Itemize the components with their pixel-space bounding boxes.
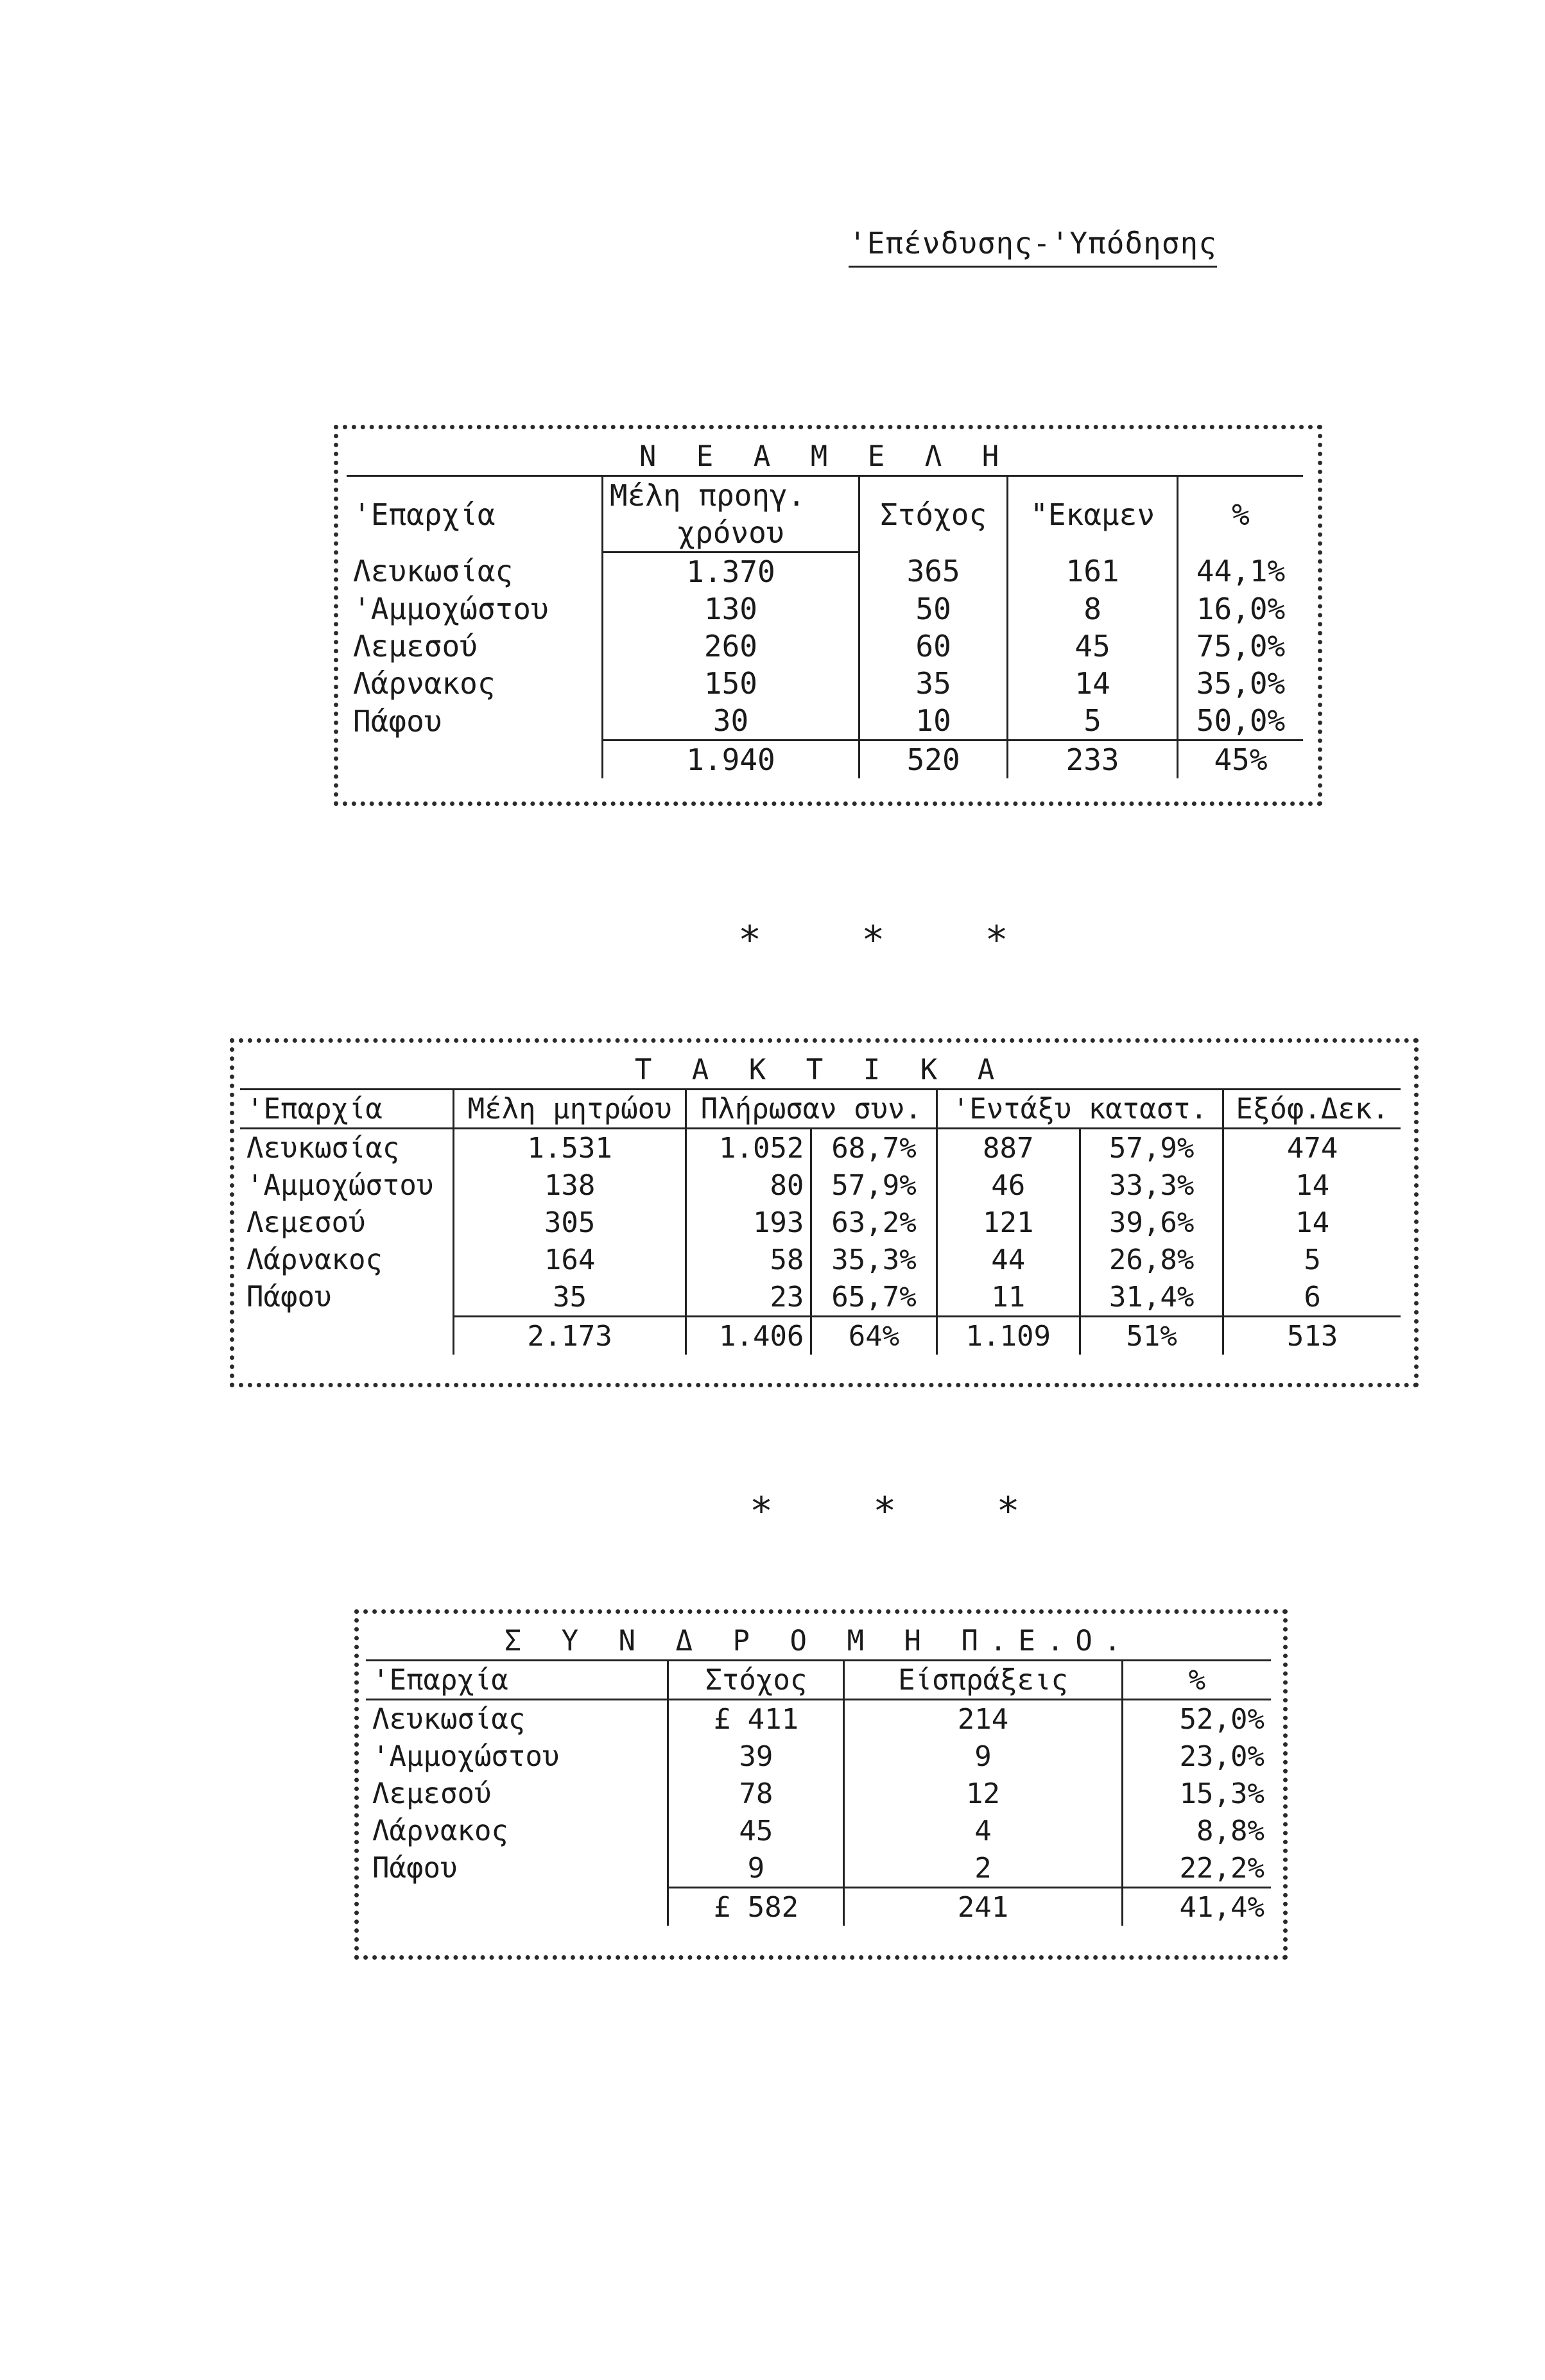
table-cell: 50 xyxy=(859,590,1008,628)
row-label: Λευκωσίας xyxy=(353,554,514,589)
header-cell: Είσπράξεις xyxy=(844,1661,1122,1700)
row-label: Πάφου xyxy=(246,1281,332,1314)
table-cell: 15,3% xyxy=(1122,1775,1271,1812)
totals-row xyxy=(240,1317,1401,1355)
table-row xyxy=(240,1278,1401,1317)
table-cell: 305 xyxy=(454,1204,686,1241)
row-label: 'Αμμοχώστου xyxy=(246,1169,434,1202)
table-row xyxy=(366,1775,1271,1812)
table-cell: 161 xyxy=(1008,552,1178,591)
table-row xyxy=(366,1812,1271,1849)
table-cell: 23 xyxy=(686,1278,811,1317)
row-label: Λεμεσού xyxy=(372,1777,492,1810)
header-cell: "Εκαμεν xyxy=(1008,476,1178,552)
table-cell: 35 xyxy=(859,665,1008,702)
row-label xyxy=(366,1888,668,1926)
table-cell: 45 xyxy=(1008,628,1178,665)
table-row xyxy=(366,1849,1271,1888)
table-cell: 10 xyxy=(859,702,1008,741)
table-cell: 520 xyxy=(859,741,1008,779)
table-cell: 1.940 xyxy=(602,741,859,779)
header-cell: 'Εντάξυ καταστ. xyxy=(936,1090,1223,1129)
table-cell: 138 xyxy=(454,1167,686,1204)
header-cell: Εξόφ.Δεκ. xyxy=(1223,1090,1401,1129)
table-caption: Ν Ε Α Μ Ε Λ Η xyxy=(347,438,1303,476)
table-cell: £ 411 xyxy=(668,1700,844,1738)
table-cell: 68,7% xyxy=(811,1129,936,1167)
table-cell: 14 xyxy=(1223,1167,1401,1204)
table-cell: 9 xyxy=(844,1738,1122,1775)
table-row xyxy=(240,1204,1401,1241)
header-cell: 'Επαρχία xyxy=(240,1090,454,1129)
row-label: 'Αμμοχώστου xyxy=(353,592,549,626)
table-cell: 12 xyxy=(844,1775,1122,1812)
table-cell: 5 xyxy=(1223,1241,1401,1278)
table-cell: 260 xyxy=(602,628,859,665)
table-cell: 130 xyxy=(602,590,859,628)
table-cell: 41,4% xyxy=(1122,1888,1271,1926)
table-cell: 52,0% xyxy=(1122,1700,1271,1738)
row-label: Λάρνακος xyxy=(353,666,496,701)
row-label: Λευκωσίας xyxy=(246,1131,400,1165)
table-cell: 11 xyxy=(936,1278,1080,1317)
table-row xyxy=(366,1700,1271,1738)
table-row xyxy=(240,1241,1401,1278)
row-label: 'Αμμοχώστου xyxy=(372,1740,560,1773)
table-cell: 241 xyxy=(844,1888,1122,1926)
table-row xyxy=(347,628,1303,665)
table-row xyxy=(347,552,1303,591)
table-cell: 14 xyxy=(1008,665,1178,702)
table-cell: 35 xyxy=(454,1278,686,1317)
table-nea-meli xyxy=(347,438,1303,778)
table-cell: 2.173 xyxy=(454,1317,686,1355)
table-cell: 51% xyxy=(1080,1317,1223,1355)
row-label: Λάρνακος xyxy=(246,1243,383,1276)
header-cell: 'Επαρχία xyxy=(353,497,496,532)
table-syndromi xyxy=(366,1622,1271,1926)
table-cell: 44,1% xyxy=(1178,552,1303,591)
table-cell: 39,6% xyxy=(1080,1204,1223,1241)
table-cell: 121 xyxy=(936,1204,1080,1241)
table-cell: 23,0% xyxy=(1122,1738,1271,1775)
table-cell: 887 xyxy=(936,1129,1080,1167)
table-cell: 58 xyxy=(686,1241,811,1278)
row-label xyxy=(347,741,602,779)
table-cell: 57,9% xyxy=(1080,1129,1223,1167)
table-cell: 164 xyxy=(454,1241,686,1278)
table-cell: 513 xyxy=(1223,1317,1401,1355)
table-cell: 75,0% xyxy=(1178,628,1303,665)
row-label: Λεμεσού xyxy=(353,629,478,663)
table-cell: 9 xyxy=(668,1849,844,1888)
table-cell: 22,2% xyxy=(1122,1849,1271,1888)
table-cell: 39 xyxy=(668,1738,844,1775)
table-cell: 150 xyxy=(602,665,859,702)
table-cell: £ 582 xyxy=(668,1888,844,1926)
totals-row xyxy=(366,1888,1271,1926)
table-cell: 35,0% xyxy=(1178,665,1303,702)
table-cell: 5 xyxy=(1008,702,1178,741)
table-cell: 193 xyxy=(686,1204,811,1241)
table-cell: 2 xyxy=(844,1849,1122,1888)
header-cell: Στόχος xyxy=(859,476,1008,552)
table-cell: 233 xyxy=(1008,741,1178,779)
header-cell: % xyxy=(1178,476,1303,552)
table-row xyxy=(366,1738,1271,1775)
table-row xyxy=(240,1167,1401,1204)
header-cell: Πλήρωσαν συν. xyxy=(686,1090,936,1129)
table-cell: 50,0% xyxy=(1178,702,1303,741)
row-label xyxy=(240,1317,454,1355)
table-cell: 63,2% xyxy=(811,1204,936,1241)
header-cell: Στόχος xyxy=(668,1661,844,1700)
table-caption: Σ Υ Ν Δ Ρ Ο Μ Η Π.Ε.Ο. xyxy=(366,1622,1271,1661)
separator-stars: * * * xyxy=(738,918,1047,963)
table-cell: 45 xyxy=(668,1812,844,1849)
row-label: Λευκωσίας xyxy=(372,1702,526,1736)
totals-row xyxy=(347,741,1303,779)
table-cell: 6 xyxy=(1223,1278,1401,1317)
table-cell: 31,4% xyxy=(1080,1278,1223,1317)
table-row xyxy=(347,665,1303,702)
table-cell: 44 xyxy=(936,1241,1080,1278)
separator-stars: * * * xyxy=(750,1489,1058,1534)
table-cell: 64% xyxy=(811,1317,936,1355)
header-cell: χρόνου xyxy=(602,514,859,552)
table-cell: 16,0% xyxy=(1178,590,1303,628)
table-cell: 60 xyxy=(859,628,1008,665)
page-title: 'Επένδυσης-'Υπόδησης xyxy=(849,226,1217,268)
table-row xyxy=(240,1129,1401,1167)
table-cell: 8 xyxy=(1008,590,1178,628)
table-cell: 65,7% xyxy=(811,1278,936,1317)
table-cell: 30 xyxy=(602,702,859,741)
row-label: Πάφου xyxy=(372,1852,458,1885)
row-label: Λεμεσού xyxy=(246,1206,366,1239)
table-cell: 35,3% xyxy=(811,1241,936,1278)
header-cell: 'Επαρχία xyxy=(366,1661,668,1700)
header-cell: % xyxy=(1122,1661,1271,1700)
row-label: Πάφου xyxy=(353,703,442,739)
table-cell: 46 xyxy=(936,1167,1080,1204)
table-cell: 26,8% xyxy=(1080,1241,1223,1278)
table-cell: 365 xyxy=(859,552,1008,591)
table-cell: 1.531 xyxy=(454,1129,686,1167)
table-cell: 1.109 xyxy=(936,1317,1080,1355)
header-cell: Μέλη μητρώου xyxy=(454,1090,686,1129)
table-cell: 4 xyxy=(844,1812,1122,1849)
table-taktika xyxy=(240,1051,1401,1355)
table-row xyxy=(347,590,1303,628)
table-cell: 8,8% xyxy=(1122,1812,1271,1849)
table-cell: 33,3% xyxy=(1080,1167,1223,1204)
table-cell: 1.406 xyxy=(686,1317,811,1355)
table-caption: Τ Α Κ Τ Ι Κ Α xyxy=(240,1051,1401,1090)
table-cell: 57,9% xyxy=(811,1167,936,1204)
table-cell: 14 xyxy=(1223,1204,1401,1241)
table-cell: 45% xyxy=(1178,741,1303,779)
table-cell: 214 xyxy=(844,1700,1122,1738)
table-cell: 1.370 xyxy=(602,552,859,591)
table-cell: 1.052 xyxy=(686,1129,811,1167)
header-cell: Μέλη προηγ. xyxy=(602,476,859,515)
row-label: Λάρνακος xyxy=(372,1814,508,1847)
table-cell: 78 xyxy=(668,1775,844,1812)
table-row xyxy=(347,702,1303,741)
table-cell: 80 xyxy=(686,1167,811,1204)
table-cell: 474 xyxy=(1223,1129,1401,1167)
